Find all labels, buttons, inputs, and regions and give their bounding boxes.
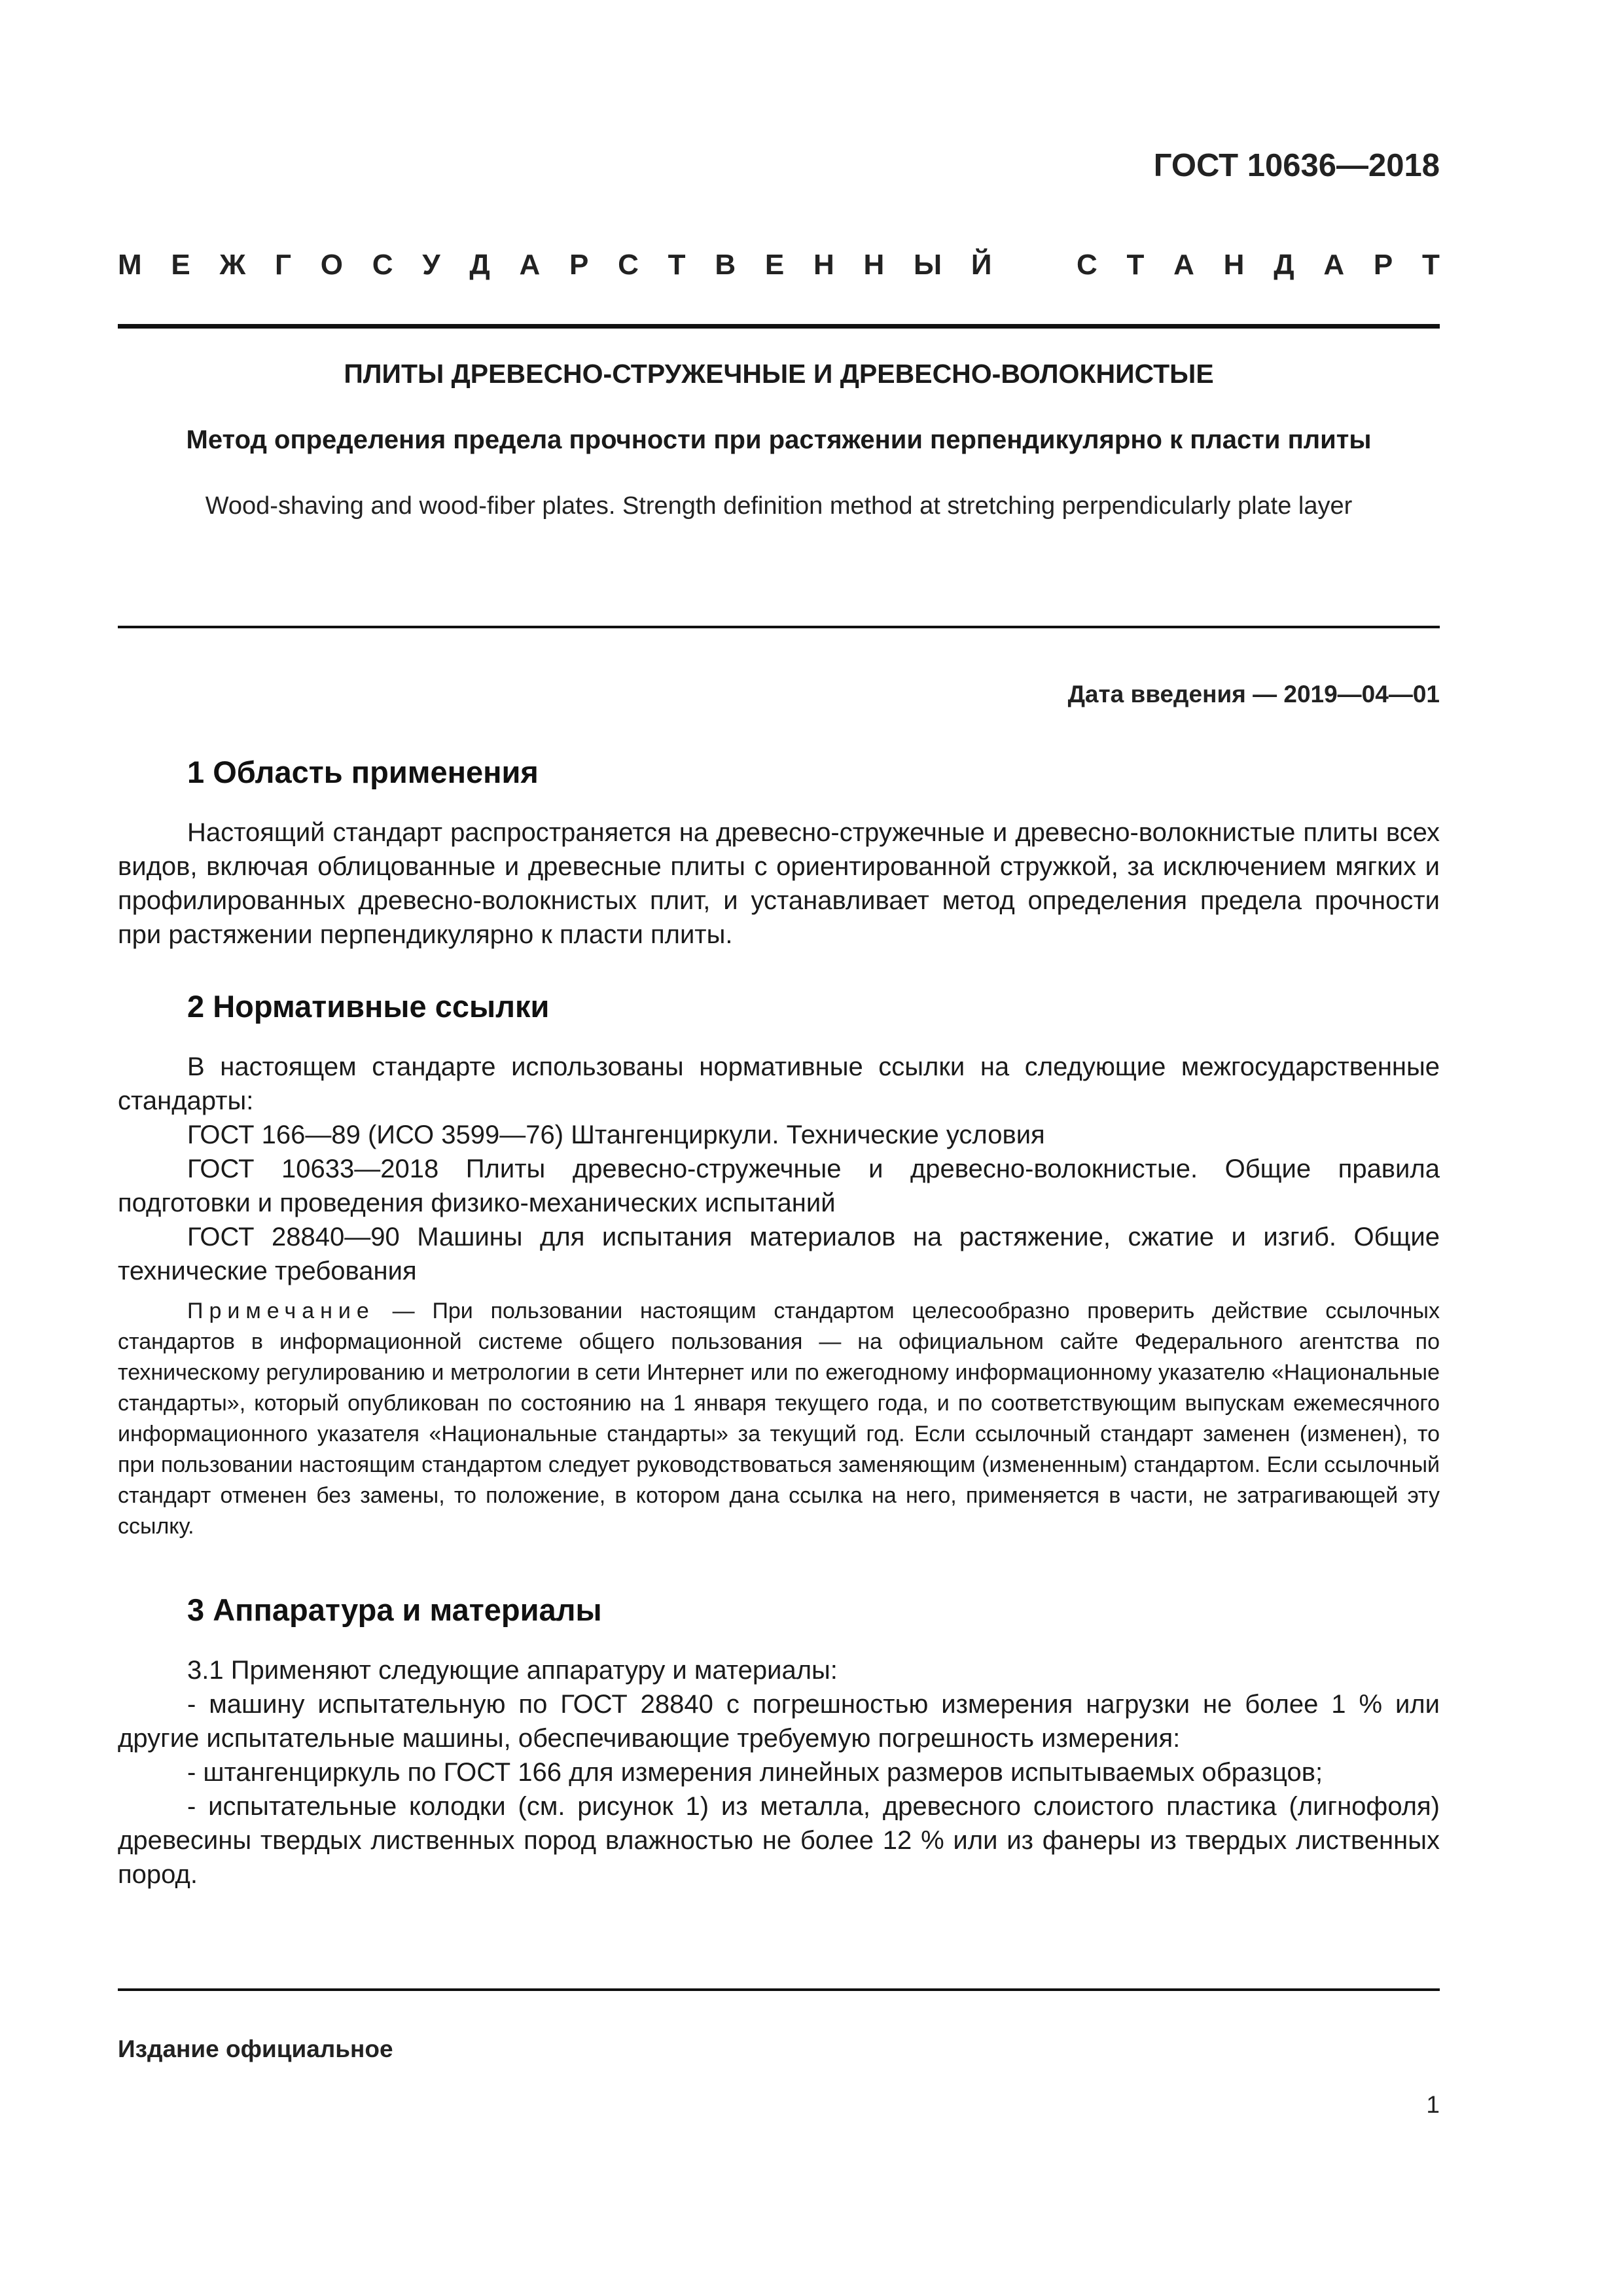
footer-divider <box>118 1988 1440 1991</box>
banner-letter: С <box>1076 249 1097 281</box>
official-edition-label: Издание официальное <box>118 2036 393 2062</box>
banner-letter: Н <box>1223 249 1245 281</box>
reference-item: ГОСТ 166—89 (ИСО 3599—76) Штангенциркули. Технические условия <box>187 1121 1045 1149</box>
banner-word-gap <box>1021 249 1047 281</box>
header-divider <box>118 324 1440 329</box>
banner-letter: Т <box>1421 249 1440 281</box>
banner-letter: С <box>618 249 639 281</box>
section-3-heading: 3 Аппаратура и материалы <box>187 1592 602 1627</box>
banner-letter: Й <box>971 249 992 281</box>
banner-letter: Н <box>813 249 834 281</box>
section-3-body <box>118 1653 1440 1892</box>
list-item: - штангенциркуль по ГОСТ 166 для измерения линейных размеров испытываемых образцов; <box>187 1758 1323 1787</box>
reference-item: ГОСТ 10633—2018 Плиты древесно-стружечные и древесно-волокнистые. Общие правила подготовки и проведения физико-механических испытаний <box>118 1155 1440 1217</box>
english-title: Wood-shaving and wood-fiber plates. Strength definition method at stretching perpendicularly plate layer <box>205 492 1353 520</box>
paragraph: 3.1 Применяют следующие аппаратуру и материалы: <box>187 1656 838 1685</box>
banner-letter: Е <box>171 249 190 281</box>
title-divider <box>118 626 1440 628</box>
banner-letter: Ы <box>914 249 942 281</box>
section-1-body <box>118 816 1440 952</box>
banner-letter: Р <box>569 249 589 281</box>
document-title: ПЛИТЫ ДРЕВЕСНО-СТРУЖЕЧНЫЕ И ДРЕВЕСНО-ВОЛОКНИСТЫЕ <box>344 359 1214 389</box>
banner-letter: В <box>715 249 736 281</box>
page-number: 1 <box>1426 2091 1440 2118</box>
section-1-heading: 1 Область применения <box>187 755 539 789</box>
banner-letter: М <box>118 249 142 281</box>
note-label: Примечание <box>187 1299 375 1323</box>
section-2-heading: 2 Нормативные ссылки <box>187 989 550 1024</box>
document-subtitle: Метод определения предела прочности при растяжении перпендикулярно к пласти плиты <box>186 425 1372 454</box>
section-2-note <box>118 1296 1440 1542</box>
note-text: — При пользовании настоящим стандартом целесообразно проверить действие ссылочных стандартов в информационной системе общего пользования — на официальном сайте Федерального агентства по техническому регулированию и метрологии в сети Интернет или по ежегодному информационному указателю «Национальные стандарты», который опубликован по состоянию на 1 января текущего года, и по соответствующим выпускам ежемесячного информационного указателя «Национальные стандарты» за текущий год. Если ссылочный стандарт заменен (изменен), то при пользовании настоящим стандартом следует руководствоваться заменяющим (измененным) стандартом. Если ссылочный стандарт отменен без замены, то положение, в котором дана ссылка на него, применяется в части, не затрагивающей эту ссылку. <box>118 1299 1440 1539</box>
banner-letter: Д <box>469 249 490 281</box>
banner-letter: А <box>1323 249 1345 281</box>
banner-letter: Д <box>1274 249 1294 281</box>
paragraph: В настоящем стандарте использованы нормативные ссылки на следующие межгосударственные стандарты: <box>118 1052 1440 1115</box>
reference-item: ГОСТ 28840—90 Машины для испытания материалов на растяжение, сжатие и изгиб. Общие технические требования <box>118 1223 1440 1285</box>
banner-letter: Ж <box>219 249 246 281</box>
note-paragraph <box>118 1296 1440 1542</box>
paragraph: Настоящий стандарт распространяется на древесно-стружечные и древесно-волокнистые плиты всех видов, включая облицованные и древесные плиты с ориентированной стружкой, за исключением мягких и профилированных древесно-волокнистых плит, и устанавливает метод определения предела прочности при растяжении перпендикулярно к пласти плиты. <box>118 818 1440 949</box>
banner-letter: С <box>372 249 393 281</box>
banner-letter: О <box>320 249 343 281</box>
list-item: - машину испытательную по ГОСТ 28840 с погрешностью измерения нагрузки не более 1 % или другие испытательные машины, обеспечивающие требуемую погрешность измерения: <box>118 1690 1440 1753</box>
banner-letter: А <box>519 249 541 281</box>
banner-letter: Т <box>668 249 686 281</box>
banner-letter: Р <box>1373 249 1393 281</box>
banner-letter: Е <box>764 249 785 281</box>
banner-letter: Т <box>1126 249 1145 281</box>
introduction-date: Дата введения — 2019—04—01 <box>1067 681 1440 708</box>
banner-letter: Г <box>275 249 291 281</box>
banner-letter: У <box>422 249 440 281</box>
banner-letter: А <box>1173 249 1194 281</box>
list-item: - испытательные колодки (см. рисунок 1) из металла, древесного слоистого пластика (лигнофоля) древесины твердых лиственных пород влажностью не более 12 % или из фанеры из твердых лиственных пород. <box>118 1792 1440 1889</box>
section-2-body <box>118 1050 1440 1288</box>
document-number: ГОСТ 10636—2018 <box>1153 148 1440 183</box>
interstate-standard-banner <box>118 249 1440 281</box>
banner-letter: Н <box>863 249 885 281</box>
